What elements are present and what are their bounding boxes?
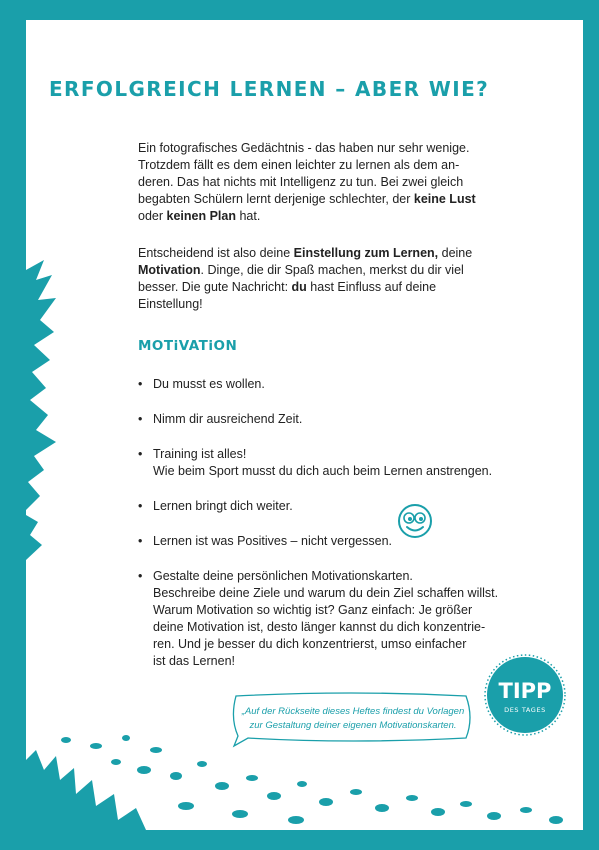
bold-keinen-plan: keinen Plan bbox=[166, 209, 236, 223]
smiley-icon bbox=[394, 502, 436, 540]
intro-paragraph-1: Ein fotografisches Gedächtnis - das haben nur sehr wenige. Trotzdem fällt es dem einen leichter zu lernen als dem anderen. Das hat nichts mit Intelligenz zu tun. Bei zwei gleich begabten Schülern lernt derjenige schlechter, der keine Lust oder keinen Plan hat. bbox=[138, 141, 476, 223]
motivation-list bbox=[138, 376, 538, 688]
list-item: • Lernen ist was Positives – nicht vergessen. bbox=[138, 533, 538, 550]
list-item: • Nimm dir ausreichend Zeit. bbox=[138, 411, 538, 428]
tip-text: „Auf der Rückseite dieses Heftes findest du Vorlagen zur Gestaltung deiner eigenen Motivationskarten. bbox=[241, 706, 465, 731]
bold-keine-lust: keine Lust bbox=[413, 192, 476, 206]
section-heading-motivation: MOTiVATiON bbox=[138, 338, 238, 354]
list-item: • Gestalte deine persönlichen Motivationskarten. Beschreibe deine Ziele und warum du dein Ziel schaffen willst. Warum Motivation so wichtig ist? Ganz einfach: Je größer deine Motivation ist, desto länger kannst du dich konzentrie- ren. Und je besser du dich konzentrierst, umso einfacher ist das Lernen! bbox=[138, 568, 538, 670]
bold-einstellung: Einstellung zum Lernen, bbox=[293, 246, 439, 260]
left-splash-decoration bbox=[26, 260, 58, 560]
page-title: ERFOLGREICH LERNEN – ABER WIE? bbox=[49, 77, 490, 101]
list-item: • Du musst es wollen. bbox=[138, 376, 538, 393]
list-item: • Lernen bringt dich weiter. bbox=[138, 498, 538, 515]
list-item: • Training ist alles! Wie beim Sport musst du dich auch beim Lernen anstrengen. bbox=[138, 446, 538, 480]
bold-motivation: Motivation bbox=[138, 263, 201, 277]
tipp-badge-icon bbox=[484, 654, 566, 736]
intro-paragraph-2: Entscheidend ist also deine Einstellung zum Lernen, deine Motivation. Dinge, die dir Spaß machen, merkst du dir viel besser. Die gute Nachricht: du hast Einfluss auf deine Einstellung! bbox=[138, 246, 473, 311]
page bbox=[26, 20, 583, 830]
tipp-badge-main: TIPP bbox=[498, 679, 552, 703]
tipp-badge-sub: DES TAGES bbox=[504, 706, 546, 714]
bold-du: du bbox=[291, 280, 307, 294]
